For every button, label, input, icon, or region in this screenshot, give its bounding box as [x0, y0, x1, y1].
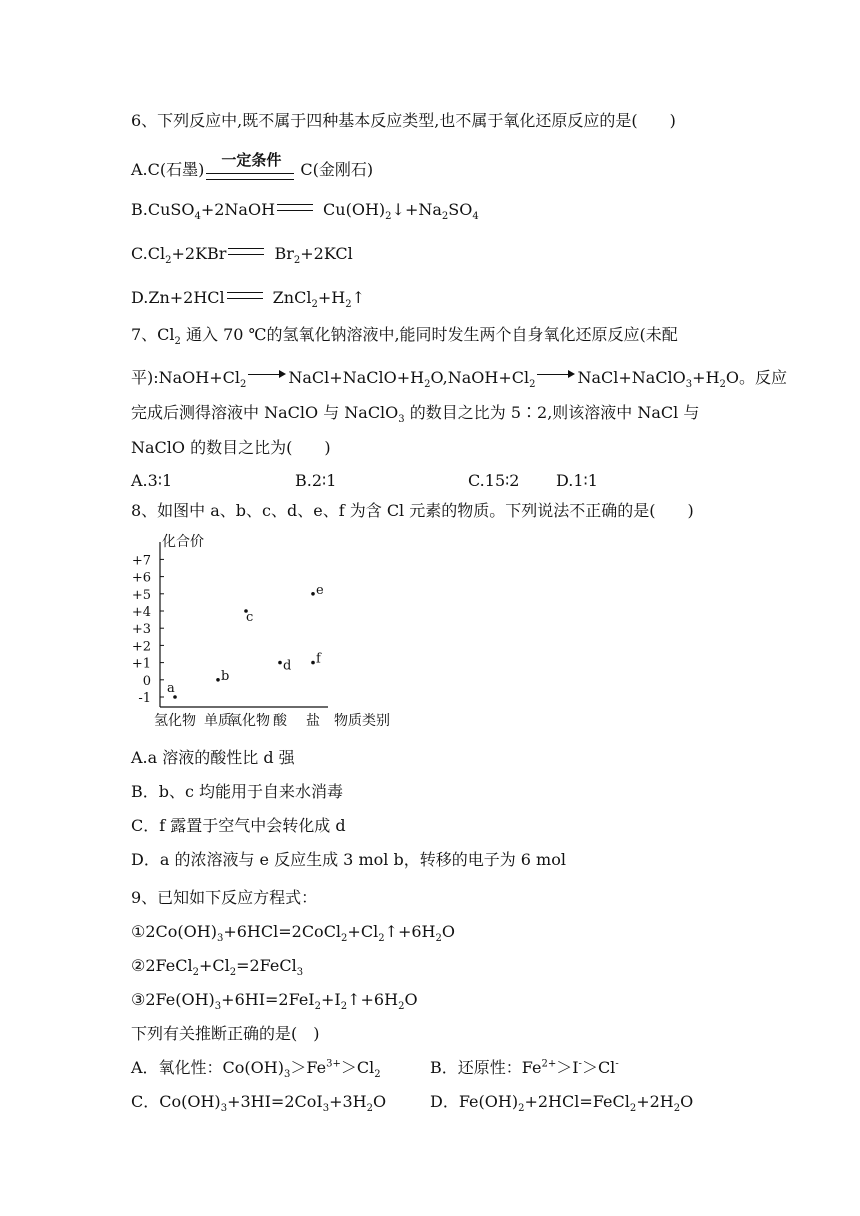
equals-sign [227, 292, 263, 299]
y-tick-label: -1 [138, 691, 151, 706]
q8-stem: 8、如图中 a、b、c、d、e、f 为含 Cl 元素的物质。下列说法不正确的是( ) [131, 501, 694, 520]
x-axis-label: 物质类别 [334, 713, 390, 729]
q7-option-b: B.2∶1 [295, 471, 337, 490]
q7-line-4: NaClO 的数目之比为( ) [131, 438, 331, 457]
y-tick-label: 0 [142, 673, 151, 689]
q9-stem: 9、已知如下反应方程式： [131, 888, 318, 907]
y-tick-label: +6 [131, 570, 151, 586]
x-category-label: 酸 [273, 713, 287, 729]
q9-equation-1: $①2Co(OH)_3+6HCl=2CoCl_2+Cl_2↑+6H_2O$ [131, 922, 456, 945]
y-tick-label: +7 [131, 553, 151, 569]
y-tick-label: +1 [131, 656, 151, 672]
point-b [216, 678, 220, 682]
q9-option-a: A．氧化性：$Co(OH)_3>Fe^{3+}>Cl_2$ [131, 1058, 381, 1081]
y-tick-label: +4 [131, 605, 151, 620]
q9-option-b: B．还原性：$Fe^{2+}>I^->Cl^-$ [430, 1058, 619, 1077]
q8-option-a: A.a 溶液的酸性比 d 强 [131, 748, 295, 767]
y-tick-label: +3 [131, 622, 151, 638]
valence-chart [128, 532, 408, 732]
q8-option-b: B．b、c 均能用于自来水消毒 [131, 782, 344, 801]
x-category-label: 氧化物 [228, 713, 270, 729]
q7-option-a: A.3∶1 [131, 471, 173, 490]
q6-option-d: D.Zn+2HCl $ZnCl_2+H_2↑$ [131, 288, 365, 311]
q9-equation-2: $②2FeCl_2+Cl_2=2FeCl_3$ [131, 956, 304, 979]
arrow-icon [537, 370, 575, 380]
q8-option-c: C．f 露置于空气中会转化成 d [131, 816, 346, 835]
point-label-c: c [246, 610, 254, 625]
equals-sign [228, 248, 264, 255]
q6-option-b: B.CuSO$_4$+2NaOH $Cu(OH)_2↓+Na_2SO_4$ [131, 200, 479, 223]
q7-line-1: 7、$Cl_2$ 通入 70 ℃的氢氧化钠溶液中,能同时发生两个自身氧化还原反应(未配 [131, 325, 678, 348]
q7-options [131, 470, 598, 492]
q7-option-d: D.1∶1 [556, 471, 598, 490]
q9-ask: 下列有关推断正确的是( ) [131, 1024, 320, 1043]
point-label-e: e [316, 582, 324, 598]
q8-option-d: D．a 的浓溶液与 e 反应生成 3 mol b，转移的电子为 6 mol [131, 850, 566, 869]
x-category-label: 氢化物 [154, 713, 196, 729]
y-axis-label: 化合价 [162, 534, 204, 550]
x-category-label: 单质 [204, 713, 232, 729]
q7-option-c: C.15∶2 [468, 471, 520, 490]
q6-option-c: $C.Cl_2+2KBr$ $Br_2+2KCl$ [131, 244, 353, 267]
y-tick-label: +2 [131, 639, 151, 655]
q6-stem: 6、下列反应中,既不属于四种基本反应类型,也不属于氧化还原反应的是( ) [131, 111, 676, 130]
point-label-b: b [221, 668, 230, 684]
y-tick-label: +5 [131, 587, 151, 603]
x-category-label: 盐 [306, 713, 320, 729]
point-label-a: a [167, 681, 175, 696]
point-label-f: f [316, 651, 321, 667]
q7-line-3: 完成后测得溶液中 NaClO 与 NaClO$_3$ 的数目之比为 5∶2,则该溶液中 NaCl 与 [131, 403, 700, 426]
q6-option-a: A.C(石墨) 一定条件 C(金刚石) [131, 159, 373, 182]
q7-line-2: 平)$:NaOH+Cl_2$ $NaCl+NaClO+H_2O,NaOH+Cl_2$ $NaCl+NaClO_3+H_2O$。反应 [131, 368, 788, 391]
equals-sign [277, 204, 313, 211]
q9-option-d: D．$Fe(OH)_2+2HCl=FeCl_2+2H_2O$ [430, 1092, 694, 1115]
point-label-d: d [283, 658, 292, 674]
point-e [311, 592, 315, 596]
q9-option-c: C．$Co(OH)_3+3HI=2CoI_3+3H_2O$ [131, 1092, 387, 1115]
point-d [278, 661, 282, 665]
q9-equation-3: $③2Fe(OH)_3+6HI=2FeI_2+I_2↑+6H_2O$ [131, 990, 418, 1013]
reaction-condition: 一定条件 [206, 160, 296, 182]
arrow-icon [248, 370, 286, 380]
point-f [311, 661, 315, 665]
